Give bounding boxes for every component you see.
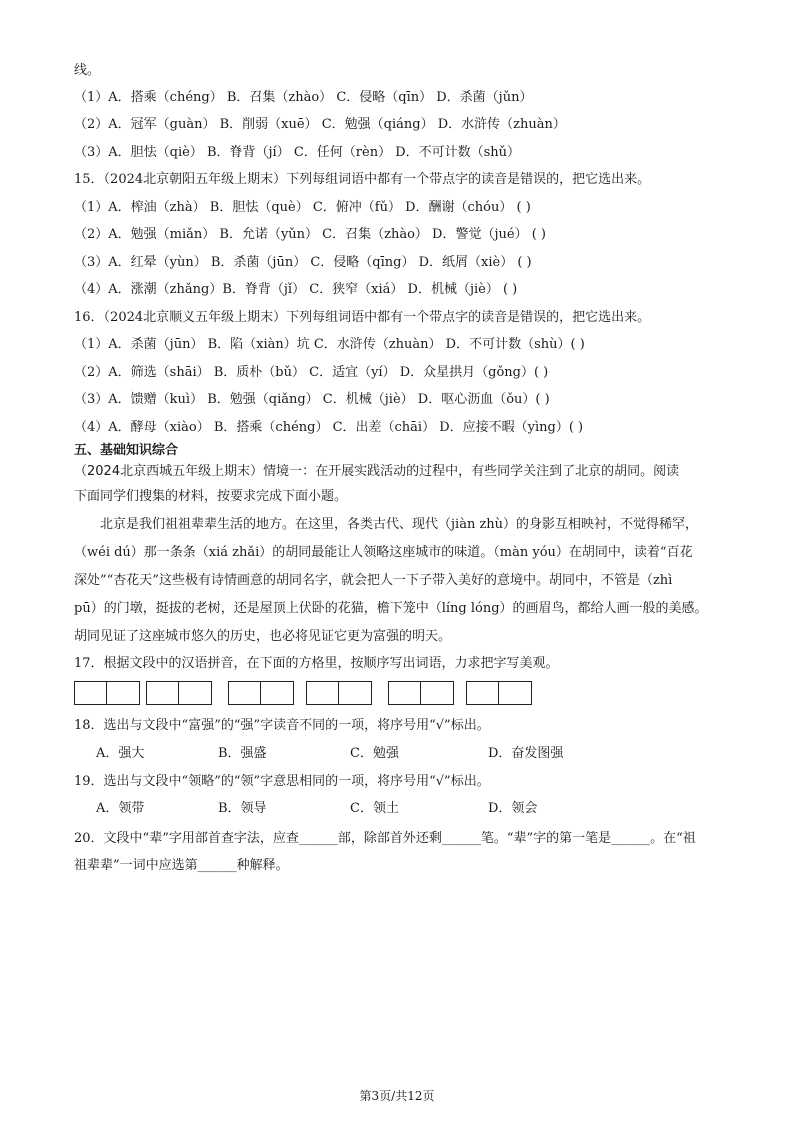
question-20-line-2: 祖辈辈”一词中应选第______种解释。 xyxy=(74,858,289,873)
question-16-title: 16．（2024北京顺义五年级上期末）下列每组词语中都有一个带点字的读音是错误的，把它选出来。 xyxy=(74,310,651,325)
text-line: 线。 xyxy=(74,63,101,78)
option-b[interactable]: B．领导 xyxy=(218,801,267,816)
option-c[interactable]: C．领土 xyxy=(350,801,399,816)
option-d[interactable]: D．领会 xyxy=(488,801,538,816)
q15-group-2: （2）A．勉强（miǎn） B．允诺（yǔn） C．召集（zhào） D．警觉（jué） ( ) xyxy=(74,227,546,242)
writing-box[interactable] xyxy=(74,681,140,705)
context-intro-line-1: （2024北京西城五年级上期末）情境一：在开展实践活动的过程中，有些同学关注到了北京的胡同。阅读 xyxy=(74,464,680,479)
context-intro-line-2: 下面同学们搜集的材料，按要求完成下面小题。 xyxy=(74,489,348,504)
q16-group-2: （2）A．筛选（shāi） B．质朴（bǔ） C．适宜（yí） D．众星拱月（gǒng）( ) xyxy=(74,365,549,380)
q15-group-4: （4）A．涨潮（zhǎng）B．脊背（jǐ） C．狭窄（xiá） D．机械（jiè） ( ) xyxy=(74,282,518,297)
passage-line-3: 深处”“杏花天”这些极有诗情画意的胡同名字，就会把人一下子带入美好的意境中。胡同中，不管是（zhì xyxy=(74,573,673,588)
option-d[interactable]: D．奋发图强 xyxy=(488,746,564,761)
q16-group-1: （1）A．杀菌（jūn） B．陷（xiàn）坑 C．水浒传（zhuàn） D．不可计数（shù）( ) xyxy=(74,337,585,352)
section-5-heading: 五、基础知识综合 xyxy=(74,443,179,458)
q14-group-3: （3）A．胆怯（qiè） B．脊背（jí） C．任何（rèn） D．不可计数（shǔ） xyxy=(74,145,521,160)
question-19: 19．选出与文段中“领略”的“领”字意思相同的一项，将序号用“√”标出。 xyxy=(74,774,490,789)
question-18: 18．选出与文段中“富强”的“强”字读音不同的一项，将序号用“√”标出。 xyxy=(74,718,490,733)
writing-box[interactable] xyxy=(388,681,454,705)
option-b[interactable]: B．强盛 xyxy=(218,746,267,761)
writing-box[interactable] xyxy=(306,681,372,705)
option-c[interactable]: C．勉强 xyxy=(350,746,399,761)
question-17: 17．根据文段中的汉语拼音，在下面的方格里，按顺序写出词语，力求把字写美观。 xyxy=(74,656,559,671)
question-15-title: 15．（2024北京朝阳五年级上期末）下列每组词语中都有一个带点字的读音是错误的，把它选出来。 xyxy=(74,172,651,187)
passage-line-5: 胡同见证了这座城市悠久的历史，也必将见证它更为富强的明天。 xyxy=(74,629,452,644)
q16-group-3: （3）A．馈赠（kuì） B．勉强（qiǎng） C．机械（jiè） D．呕心沥血（ǒu）( ) xyxy=(74,392,550,407)
q15-group-3: （3）A．红晕（yùn） B．杀菌（jūn） C．侵略（qīng） D．纸屑（xiè） ( ) xyxy=(74,255,532,270)
option-a[interactable]: A．强大 xyxy=(96,746,145,761)
page-number: 第3页/共12页 xyxy=(359,1089,435,1103)
q14-group-2: （2）A．冠军（guàn） B．削弱（xuē） C．勉强（qiáng） D．水浒传（zhuàn） xyxy=(74,117,566,132)
passage-line-4: pū）的门墩，挺拔的老树，还是屋顶上伏卧的花猫，檐下笼中（líng lóng）的画眉鸟，都给人画一般的美感。 xyxy=(74,601,708,616)
writing-box[interactable] xyxy=(466,681,532,705)
q16-group-4: （4）A．酵母（xiào） B．搭乘（chéng） C．出差（chāi） D．应接不暇（yìng）( ) xyxy=(74,420,584,435)
q15-group-1: （1）A．榨油（zhà） B．胆怯（què） C．俯冲（fǔ） D．酬谢（chóu） ( ) xyxy=(74,200,531,215)
question-20-line-1: 20．文段中“辈”字用部首查字法，应查______部，除部首外还剩______笔。“辈”字的第一笔是______。在“祖 xyxy=(74,831,696,846)
q14-group-1: （1）A．搭乘（chéng） B．召集（zhào） C．侵略（qīn） D．杀菌（jǔn） xyxy=(74,90,533,105)
option-a[interactable]: A．领带 xyxy=(96,801,145,816)
writing-box[interactable] xyxy=(146,681,212,705)
passage-line-2: （wéi dú）那一条条（xiá zhǎi）的胡同最能让人领略这座城市的味道。（màn yóu）在胡同中，读着“百花 xyxy=(74,545,693,560)
passage-line-1: 北京是我们祖祖辈辈生活的地方。在这里，各类古代、现代（jiàn zhù）的身影互相映衬，不觉得稀罕， xyxy=(100,517,699,532)
writing-box[interactable] xyxy=(228,681,294,705)
